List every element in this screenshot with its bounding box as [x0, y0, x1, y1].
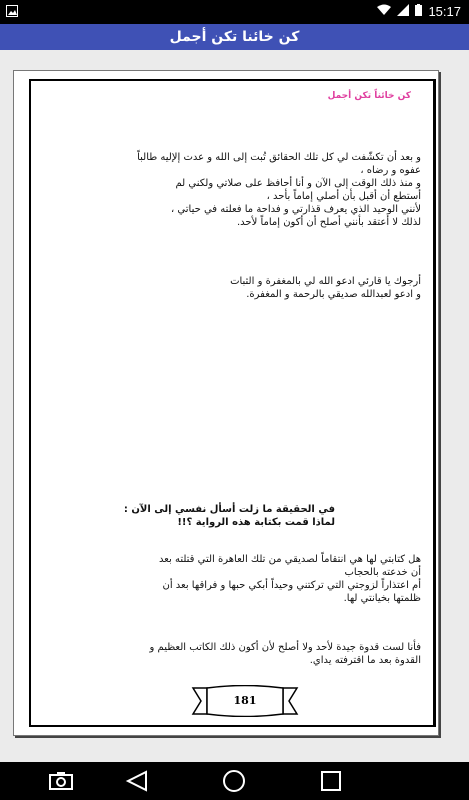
recents-icon[interactable] — [318, 768, 344, 794]
paragraph: في الحقيقة ما زلت أسأل نفسي إلى الآن : لماذا قمت بكتابة هذه الرواية ؟!! — [123, 504, 335, 528]
signal-icon — [397, 4, 409, 19]
page-number: 181 — [233, 694, 257, 707]
page-frame — [29, 79, 436, 727]
reader-content[interactable] — [0, 50, 469, 762]
paragraph: أرجوك يا قارئي ادعو الله لي بالمغفرة و الثبات و ادعو لعبدالله صديقي بالرحمة و المغفرة. — [230, 276, 421, 300]
book-page — [13, 70, 439, 736]
battery-icon — [415, 4, 422, 19]
paragraph: فأنا لست قدوة جيدة لأحد ولا أصلح لأن أكون ذلك الكاتب العظيم و القدوة بعد ما اقترفته يداي. — [149, 642, 421, 666]
clock: 15:17 — [428, 4, 461, 19]
screenshot-icon[interactable] — [48, 768, 74, 794]
page-number-ornament — [191, 685, 299, 717]
back-icon[interactable] — [124, 768, 150, 794]
image-icon — [6, 5, 18, 17]
navigation-bar — [0, 762, 469, 800]
paragraph: و بعد أن تكشّفت لي كل تلك الحقائق تُبت إلى الله و عدت إلإليه طالباً عفوه و رضاه ، و منذ ذلك الوقت إلى الآن و أنا أحافظ على صلاتي ولكني لم أستطع أن أقبل بأن أصلي إماماً بأحد ، لأنني الوحيد الذي يعرف قذارتي و فداحة ما فعلته في حياتي ، لذلك لا أعتقد بأنني أصلح أن أكون إماماً لأحد. — [137, 152, 421, 228]
app-bar — [0, 24, 469, 50]
status-bar — [0, 0, 469, 24]
home-icon[interactable] — [221, 768, 247, 794]
book-title: كن خائناً تكن أجمل — [327, 91, 411, 101]
app-title: كن خائنا تكن أجمل — [169, 29, 300, 45]
wifi-icon — [377, 4, 391, 19]
paragraph: هل كتابتي لها هي انتقاماً لصديقي من تلك العاهرة التي قتلته بعد أن خدعته بالحجاب أم اعتذاراً لزوجتي التي تركتني وحيداً أبكي حبها و فراقها بعد أن ظلمتها بخيانتي لها. — [158, 554, 421, 604]
